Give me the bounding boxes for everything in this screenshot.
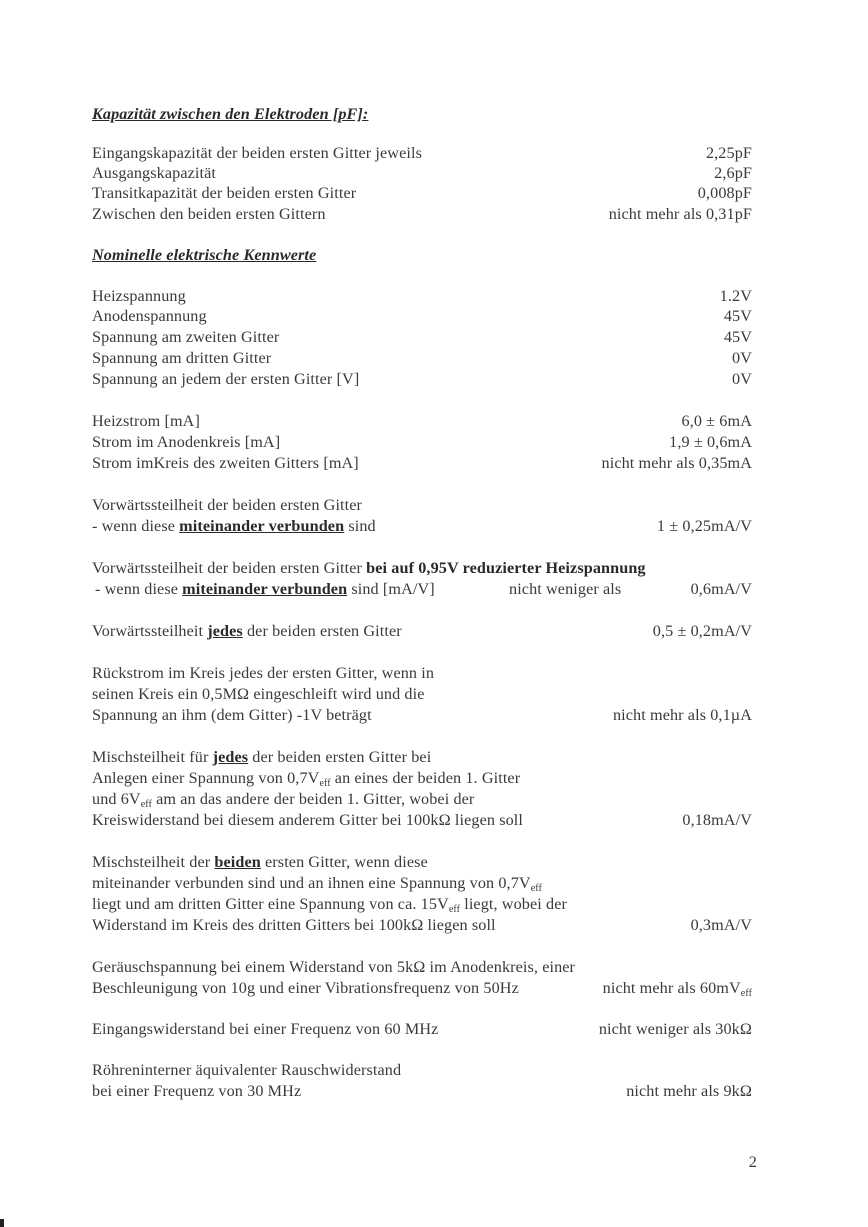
- row-label: Ausgangskapazität: [92, 164, 216, 182]
- row-value: 2,25pF: [705, 144, 752, 162]
- steilheit1-line2: - wenn diese miteinander verbunden sind: [92, 517, 376, 535]
- row-value: 1,9 ± 0,6mA: [669, 433, 752, 451]
- misch1-line1: Mischsteilheit für jedes der beiden ersten Gitter bei: [92, 748, 432, 766]
- rueckstrom-line2: seinen Kreis ein 0,5MΩ eingeschleift wird und die: [92, 685, 425, 703]
- misch1-value: 0,18mA/V: [682, 811, 752, 829]
- misch2-line4: Widerstand im Kreis des dritten Gitters bei 100kΩ liegen soll: [92, 916, 496, 934]
- rausch-line1: Röhreninterner äquivalenter Rauschwiderstand: [92, 1061, 402, 1079]
- row-value: 0,008pF: [697, 184, 752, 202]
- eingang-value: nicht weniger als 30kΩ: [598, 1020, 752, 1038]
- row-label: Strom imKreis des zweiten Gitters [mA]: [92, 454, 359, 472]
- steilheit2-value: 0,6mA/V: [690, 580, 752, 598]
- row-value: 45V: [723, 328, 752, 346]
- steilheit3-value: 0,5 ± 0,2mA/V: [652, 622, 752, 640]
- rausch-line2: bei einer Frequenz von 30 MHz: [92, 1082, 302, 1100]
- row-label: Strom im Anodenkreis [mA]: [92, 433, 281, 451]
- steilheit2-line2: - wenn diese miteinander verbunden sind [mA/V]: [95, 580, 435, 598]
- row-value: 0V: [732, 349, 752, 367]
- row-label: Eingangskapazität der beiden ersten Gitter jeweils: [92, 144, 422, 162]
- row-label: Heizstrom [mA]: [92, 412, 200, 430]
- misch2-line2: miteinander verbunden sind und an ihnen eine Spannung von $0,7V_{eff}$: [92, 874, 542, 894]
- geraeusch-line2: Beschleunigung von 10g und einer Vibrationsfrequenz von 50Hz: [92, 979, 519, 997]
- row-label: Transitkapazität der beiden ersten Gitter: [92, 184, 357, 202]
- steilheit1-line1: Vorwärtssteilheit der beiden ersten Gitter: [92, 496, 363, 514]
- row-value: nicht mehr als 0,35mA: [601, 454, 752, 472]
- row-label: Spannung am zweiten Gitter: [92, 328, 280, 346]
- row-label: Spannung am dritten Gitter: [92, 349, 272, 367]
- geraeusch-line1: Geräuschspannung bei einem Widerstand von 5kΩ im Anodenkreis, einer: [92, 958, 576, 976]
- geraeusch-value: nicht mehr als $60mV_{eff}$: [602, 979, 752, 999]
- steilheit2-line1: Vorwärtssteilheit der beiden ersten Gitter bei auf 0,95V reduzierter Heizspannung: [92, 559, 646, 577]
- misch2-line3: liegt und am dritten Gitter eine Spannung von ca. $15V_{eff}$ liegt, wobei der: [92, 895, 567, 915]
- row-value: 2,6pF: [714, 164, 752, 182]
- steilheit2-qualifier: nicht weniger als: [509, 580, 622, 598]
- rueckstrom-line1: Rückstrom im Kreis jedes der ersten Gitter, wenn in: [92, 664, 435, 682]
- scan-edge-mark: [0, 1219, 4, 1227]
- rueckstrom-value: nicht mehr als 0,1µA: [612, 706, 752, 724]
- row-value: 45V: [723, 307, 752, 325]
- row-value: nicht mehr als 0,31pF: [608, 205, 752, 223]
- misch1-line4: Kreiswiderstand bei diesem anderem Gitter bei 100kΩ liegen soll: [92, 811, 523, 829]
- page-number: 2: [748, 1153, 757, 1171]
- steilheit1-value: 1 ± 0,25mA/V: [656, 517, 752, 535]
- misch2-line1: Mischsteilheit der beiden ersten Gitter, wenn diese: [92, 853, 428, 871]
- steilheit3-label: Vorwärtssteilheit jedes der beiden ersten Gitter: [92, 622, 402, 640]
- eingang-label: Eingangswiderstand bei einer Frequenz von 60 MHz: [92, 1020, 439, 1038]
- row-value: 6,0 ± 6mA: [681, 412, 752, 430]
- row-label: Heizspannung: [92, 287, 186, 305]
- rausch-value: nicht mehr als 9kΩ: [626, 1082, 752, 1100]
- row-label: Zwischen den beiden ersten Gittern: [92, 205, 326, 223]
- misch2-value: 0,3mA/V: [690, 916, 752, 934]
- section-heading-electrical: Nominelle elektrische Kennwerte: [92, 246, 317, 264]
- row-label: Anodenspannung: [92, 307, 207, 325]
- misch1-line3: und $6V_{eff}$ am an das andere der beiden 1. Gitter, wobei der: [92, 790, 475, 810]
- row-value: 0V: [732, 370, 752, 388]
- rueckstrom-line3: Spannung an ihm (dem Gitter) -1V beträgt: [92, 706, 372, 724]
- section-heading-capacitance: Kapazität zwischen den Elektroden [pF]:: [92, 105, 369, 123]
- row-label: Spannung an jedem der ersten Gitter [V]: [92, 370, 360, 388]
- row-value: 1.2V: [719, 287, 752, 305]
- misch1-line2: Anlegen einer Spannung von $0,7V_{eff}$ an eines der beiden 1. Gitter: [92, 769, 521, 789]
